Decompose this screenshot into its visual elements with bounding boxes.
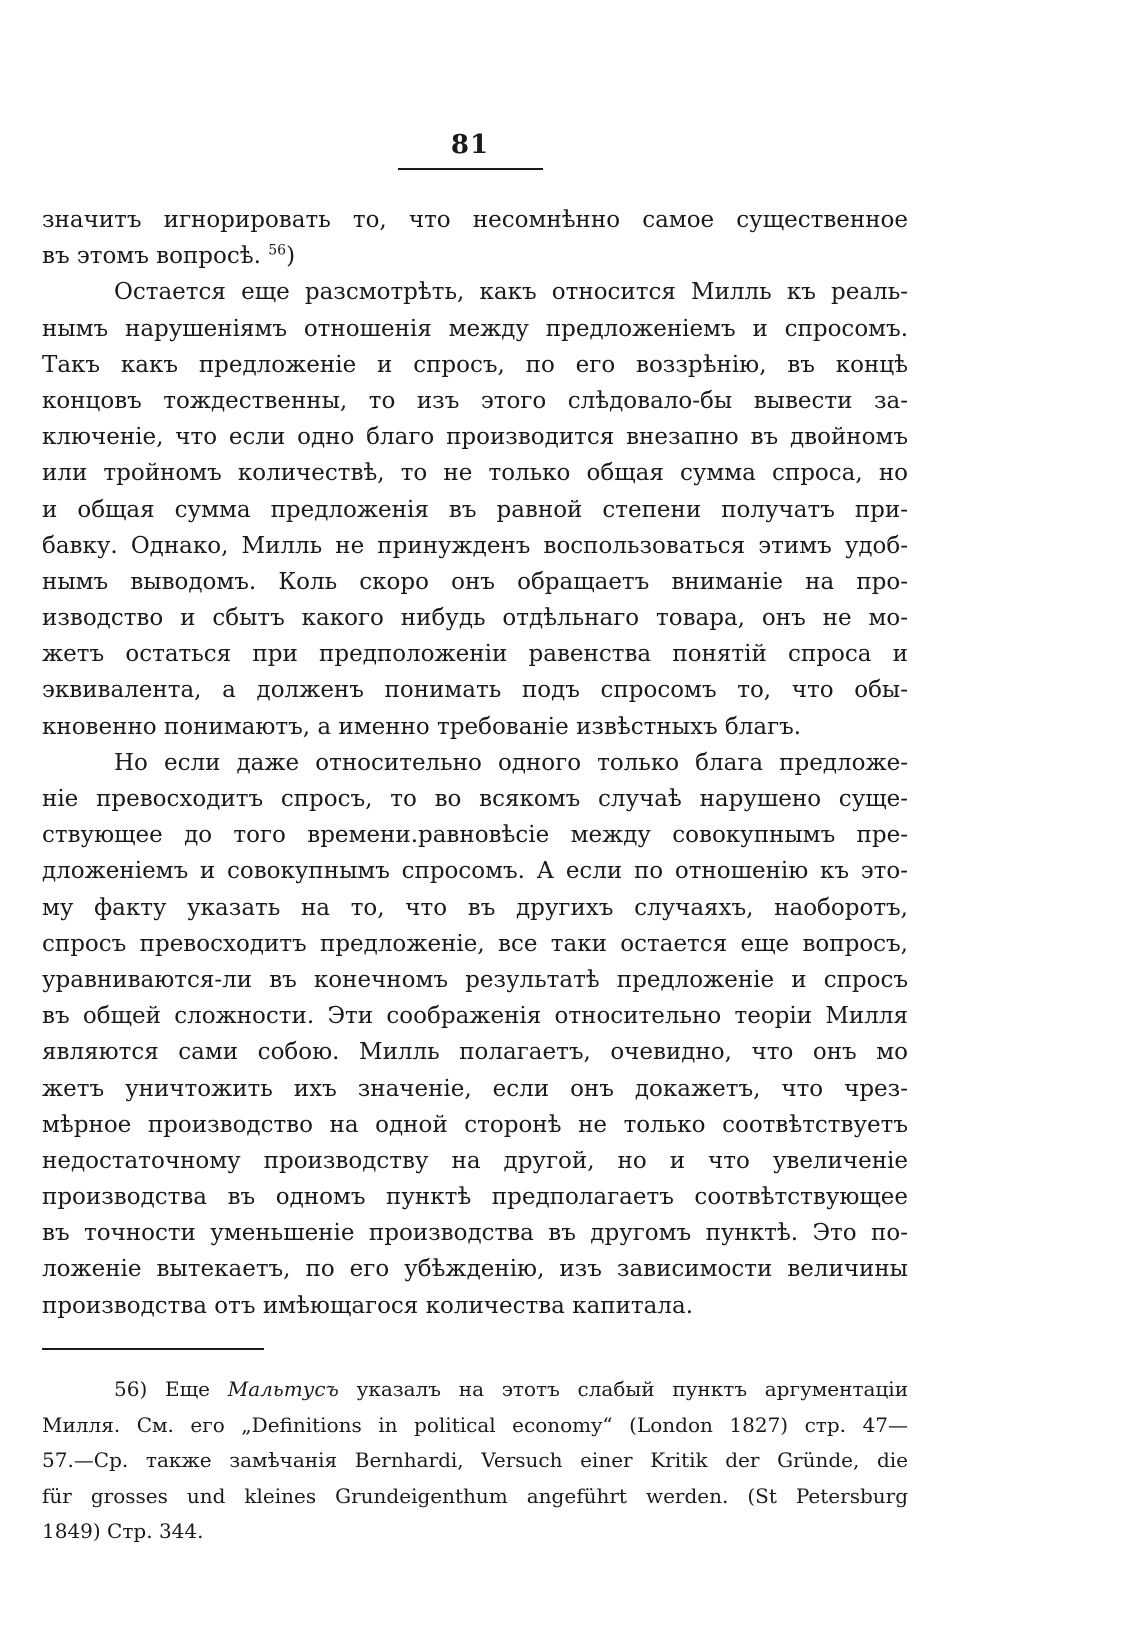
text-line: бавку. Однако, Милль не принужденъ воспользоваться этимъ удоб- [42,532,908,559]
footnote-text: указалъ на этотъ слабый пунктъ аргументаціи [356,1377,909,1401]
text-line: спросъ превосходитъ предложеніе, все таки остается еще вопросъ, [42,930,908,957]
text-line: жетъ уничтожить ихъ значеніе, если онъ докажетъ, что чрез- [42,1075,908,1102]
page-number-underline [398,168,543,170]
text-line: или тройномъ количествѣ, то не только общая сумма спроса, но [42,460,908,487]
text-line: ніе превосходитъ спросъ, то во всякомъ случаѣ нарушено суще- [42,786,908,812]
text-line-with-footnote-ref [42,238,908,274]
footnote-line: für grosses und kleines Grundeigenthum angeführt werden. (St Petersburg [42,1483,908,1508]
paragraph-start-line: Остается еще разсмотрѣть, какъ относится Милль къ реаль- [114,279,908,306]
footnote-line [42,1372,908,1408]
footnote-reference-paren: ) [286,243,296,270]
text-line: кновенно понимаютъ, а именно требованіе извѣстныхъ благъ. [42,713,802,740]
text-line: въ общей сложности. Эти соображенія относительно теоріи Милля [42,1003,908,1030]
text-line: нымъ выводомъ. Коль скоро онъ обращаетъ вниманіе на про- [42,568,908,595]
footnote-marker: 56) [114,1377,148,1401]
text-line: жетъ остаться при предположеніи равенства понятій спроса и [42,641,908,668]
text-line: и общая сумма предложенія въ равной степени получатъ при- [42,496,908,523]
text-line: му факту указать на то, что въ другихъ случаяхъ, наоборотъ, [42,894,908,921]
footnote-line: Милля. См. его „Definitions in political economy“ (London 1827) стр. 47— [42,1412,908,1437]
text-line: являются сами собою. Милль полагаетъ, очевидно, что онъ мо [42,1039,908,1066]
text-line: ложеніе вытекаетъ, по его убѣжденію, изъ зависимости величины [42,1256,908,1283]
text-line: значитъ игнорировать то, что несомнѣнно самое существенное [42,207,908,233]
text-line: въ точности уменьшеніе производства въ другомъ пунктѣ. Это по- [42,1220,908,1247]
footnote-reference: 56 [268,242,287,259]
text-line: уравниваются-ли въ конечномъ результатѣ предложеніе и спросъ [42,966,908,993]
text-line: концовъ тождественны, то изъ этого слѣдовало-бы вывести за- [42,387,908,414]
footnote-author: Мальтусъ [227,1377,339,1401]
page-number: 81 [450,130,490,160]
footnote-line: 57.—Ср. также замѣчанія Bernhardi, Versuch einer Kritik der Gründe, die [42,1448,908,1472]
footnote-text: Еще [164,1377,211,1401]
text-line: недостаточному производству на другой, но и что увеличеніе [42,1147,908,1174]
text-line: нымъ нарушеніямъ отношенія между предложеніемъ и спросомъ. [42,315,908,342]
footnote-separator [42,1348,264,1350]
main-text [42,202,908,1324]
footnote-line: 1849) Стр. 344. [42,1519,204,1543]
text-line: Такъ какъ предложеніе и спросъ, по его воззрѣнію, въ концѣ [42,351,908,378]
text-line: ключеніе, что если одно благо производится внезапно въ двойномъ [42,424,908,451]
text-line: ствующее до того времени.равновѣсіе между совокупнымъ пре- [42,822,908,849]
paragraph-start-line: Но если даже относительно одного только блага предложе- [114,749,908,776]
text-line: дложеніемъ и совокупнымъ спросомъ. А если по отношенію къ это- [42,858,908,885]
text-line: эквивалента, а долженъ понимать подъ спросомъ то, что обы- [42,677,908,704]
text-line: производства въ одномъ пунктѣ предполагаетъ соотвѣтствующее [42,1184,908,1211]
text-line: изводство и сбытъ какого нибудь отдѣльнаго товара, онъ не мо- [42,605,908,632]
text-line-content: въ этомъ вопросѣ. [42,243,261,270]
text-line: мѣрное производство на одной сторонѣ не только соотвѣтствуетъ [42,1111,908,1138]
text-line: производства отъ имѣющагося количества капитала. [42,1292,694,1319]
footnote-block [42,1372,908,1550]
